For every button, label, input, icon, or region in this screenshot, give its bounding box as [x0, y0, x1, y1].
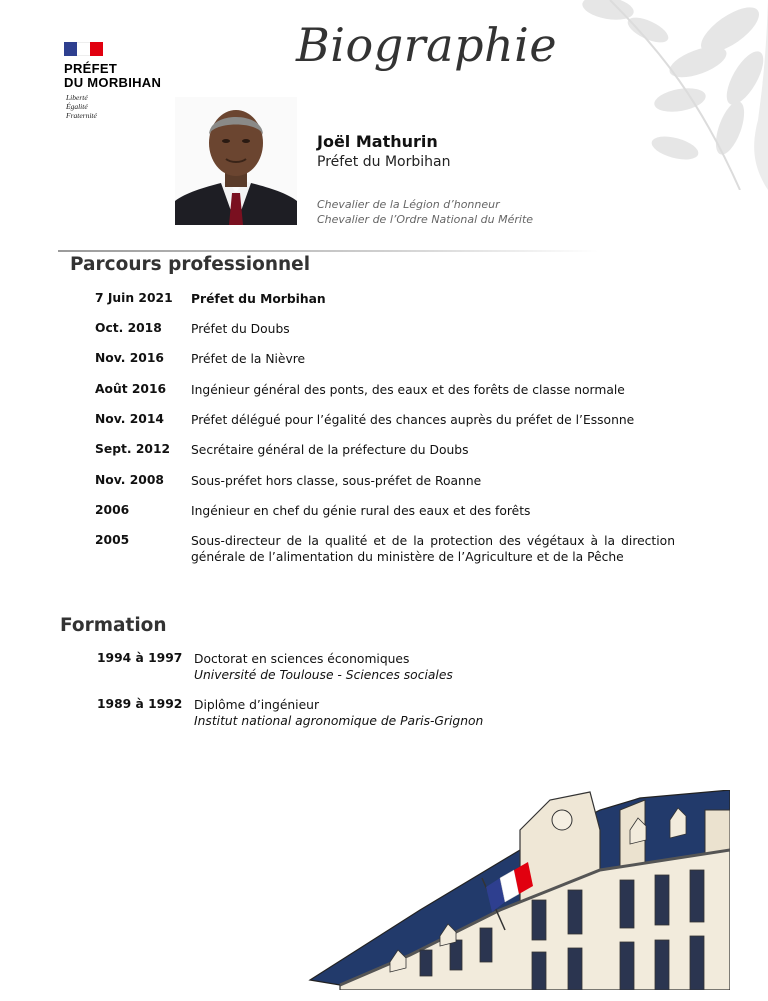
formation-degree: Doctorat en sciences économiques [194, 652, 410, 666]
career-position: Secrétaire général de la préfecture du Doubs [191, 443, 469, 457]
logo-line-2: DU MORBIHAN [64, 75, 162, 90]
motto-liberte: Liberté [66, 93, 88, 102]
formation-school: Institut national agronomique de Paris-Grignon [194, 714, 484, 728]
formation-detail [194, 651, 453, 683]
career-date: 2006 [95, 503, 130, 517]
career-date: 2005 [95, 533, 130, 547]
career-position: Sous-préfet hors classe, sous-préfet de Roanne [191, 474, 482, 488]
decorative-leaves-icon [580, 0, 768, 190]
formation-detail [194, 697, 483, 729]
career-position: Sous-directeur de la qualité et de la protection des végétaux à la direction générale de l’alimentation du ministère de l’Agriculture et de la Pêche [191, 534, 675, 564]
logo-line-1: PRÉFET [64, 61, 118, 76]
motto-fraternite: Fraternité [66, 111, 97, 120]
prefecture-logo [58, 36, 182, 124]
career-date: Nov. 2016 [95, 351, 164, 365]
section-divider [58, 250, 598, 252]
formation-section-title: Formation [60, 615, 167, 636]
career-position: Préfet de la Nièvre [191, 352, 306, 366]
career-position: Ingénieur en chef du génie rural des eaux et des forêts [191, 504, 531, 518]
honor-legion: Chevalier de la Légion d’honneur [317, 198, 500, 211]
portrait-photo [175, 97, 297, 225]
career-date: Nov. 2008 [95, 473, 164, 487]
career-position: Préfet du Morbihan [191, 292, 326, 306]
honor-ordre-national: Chevalier de l’Ordre National du Mérite [317, 213, 534, 226]
formation-period: 1989 à 1992 [97, 697, 183, 711]
career-position: Ingénieur général des ponts, des eaux et des forêts de classe normale [191, 383, 625, 397]
career-position: Préfet du Doubs [191, 322, 290, 336]
career-position: Préfet délégué pour l’égalité des chances auprès du préfet de l’Essonne [191, 413, 635, 427]
person-name: Joël Mathurin [317, 132, 438, 151]
career-date: 7 Juin 2021 [95, 291, 173, 305]
person-role: Préfet du Morbihan [317, 154, 451, 170]
career-date: Août 2016 [95, 382, 167, 396]
career-date: Nov. 2014 [95, 412, 164, 426]
motto-egalite: Égalité [66, 102, 88, 111]
career-date: Sept. 2012 [95, 442, 171, 456]
formation-degree: Diplôme d’ingénieur [194, 698, 320, 712]
career-date: Oct. 2018 [95, 321, 162, 335]
prefecture-building-illustration [300, 790, 730, 990]
french-flag-icon [64, 42, 103, 56]
page-title: Biographie [296, 18, 558, 72]
formation-school: Université de Toulouse - Sciences sociales [194, 668, 453, 682]
formation-period: 1994 à 1997 [97, 651, 183, 665]
career-section-title: Parcours professionnel [70, 254, 311, 275]
